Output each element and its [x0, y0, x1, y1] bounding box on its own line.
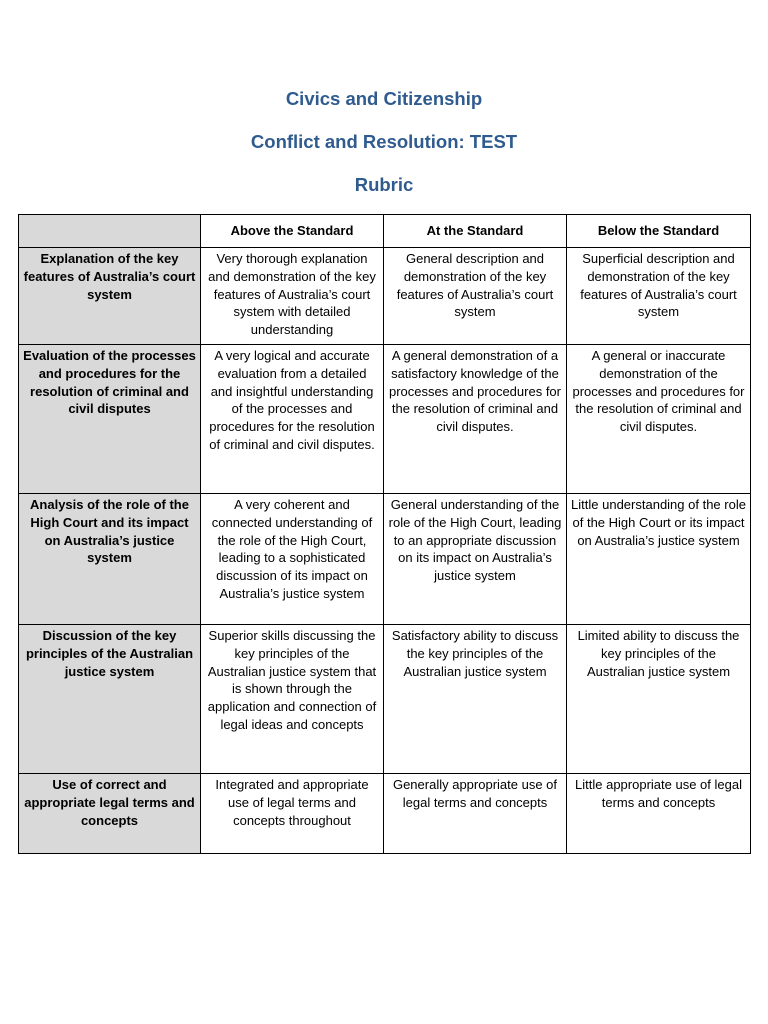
- below-standard-cell: Superficial description and demonstration of the key features of Australia’s court system: [567, 248, 751, 345]
- table-row: [19, 494, 751, 625]
- above-standard-cell: A very coherent and connected understanding of the role of the High Court, leading to a sophisticated discussion of its impact on Australia’s justice system: [201, 494, 384, 625]
- below-standard-cell: Limited ability to discuss the key principles of the Australian justice system: [567, 625, 751, 774]
- header-at-standard: At the Standard: [384, 215, 567, 248]
- at-standard-cell: Satisfactory ability to discuss the key principles of the Australian justice system: [384, 625, 567, 774]
- at-standard-cell: Generally appropriate use of legal terms and concepts: [384, 774, 567, 854]
- above-standard-cell: Integrated and appropriate use of legal terms and concepts throughout: [201, 774, 384, 854]
- below-standard-cell: Little understanding of the role of the High Court or its impact on Australia’s justice system: [567, 494, 751, 625]
- table-row: [19, 345, 751, 494]
- below-standard-cell: A general or inaccurate demonstration of the processes and procedures for the resolution of criminal and civil disputes.: [567, 345, 751, 494]
- at-standard-cell: A general demonstration of a satisfactory knowledge of the processes and procedures for the resolution of criminal and civil disputes.: [384, 345, 567, 494]
- rubric-table: [18, 214, 751, 854]
- section-heading: Rubric: [354, 174, 414, 195]
- header-corner-cell: [19, 215, 201, 248]
- criterion-cell: Use of correct and appropriate legal terms and concepts: [19, 774, 201, 854]
- document-title: Civics and Citizenship: [285, 88, 483, 109]
- criterion-cell: Evaluation of the processes and procedures for the resolution of criminal and civil disputes: [19, 345, 201, 494]
- header-above-standard: Above the Standard: [201, 215, 384, 248]
- above-standard-cell: Superior skills discussing the key principles of the Australian justice system that is shown through the application and connection of legal ideas and concepts: [201, 625, 384, 774]
- table-row: [19, 774, 751, 854]
- header-below-standard: Below the Standard: [567, 215, 751, 248]
- table-row: [19, 248, 751, 345]
- above-standard-cell: Very thorough explanation and demonstration of the key features of Australia’s court system with detailed understanding: [201, 248, 384, 345]
- document-subtitle: Conflict and Resolution: TEST: [250, 131, 518, 152]
- at-standard-cell: General description and demonstration of the key features of Australia’s court system: [384, 248, 567, 345]
- at-standard-cell: General understanding of the role of the High Court, leading to an appropriate discussion on its impact on Australia’s justice system: [384, 494, 567, 625]
- criterion-cell: Explanation of the key features of Australia’s court system: [19, 248, 201, 345]
- above-standard-cell: A very logical and accurate evaluation from a detailed and insightful understanding of the processes and procedures for the resolution of criminal and civil disputes.: [201, 345, 384, 494]
- below-standard-cell: Little appropriate use of legal terms and concepts: [567, 774, 751, 854]
- table-header-row: [19, 215, 751, 248]
- criterion-cell: Analysis of the role of the High Court and its impact on Australia’s justice system: [19, 494, 201, 625]
- table-row: [19, 625, 751, 774]
- criterion-cell: Discussion of the key principles of the Australian justice system: [19, 625, 201, 774]
